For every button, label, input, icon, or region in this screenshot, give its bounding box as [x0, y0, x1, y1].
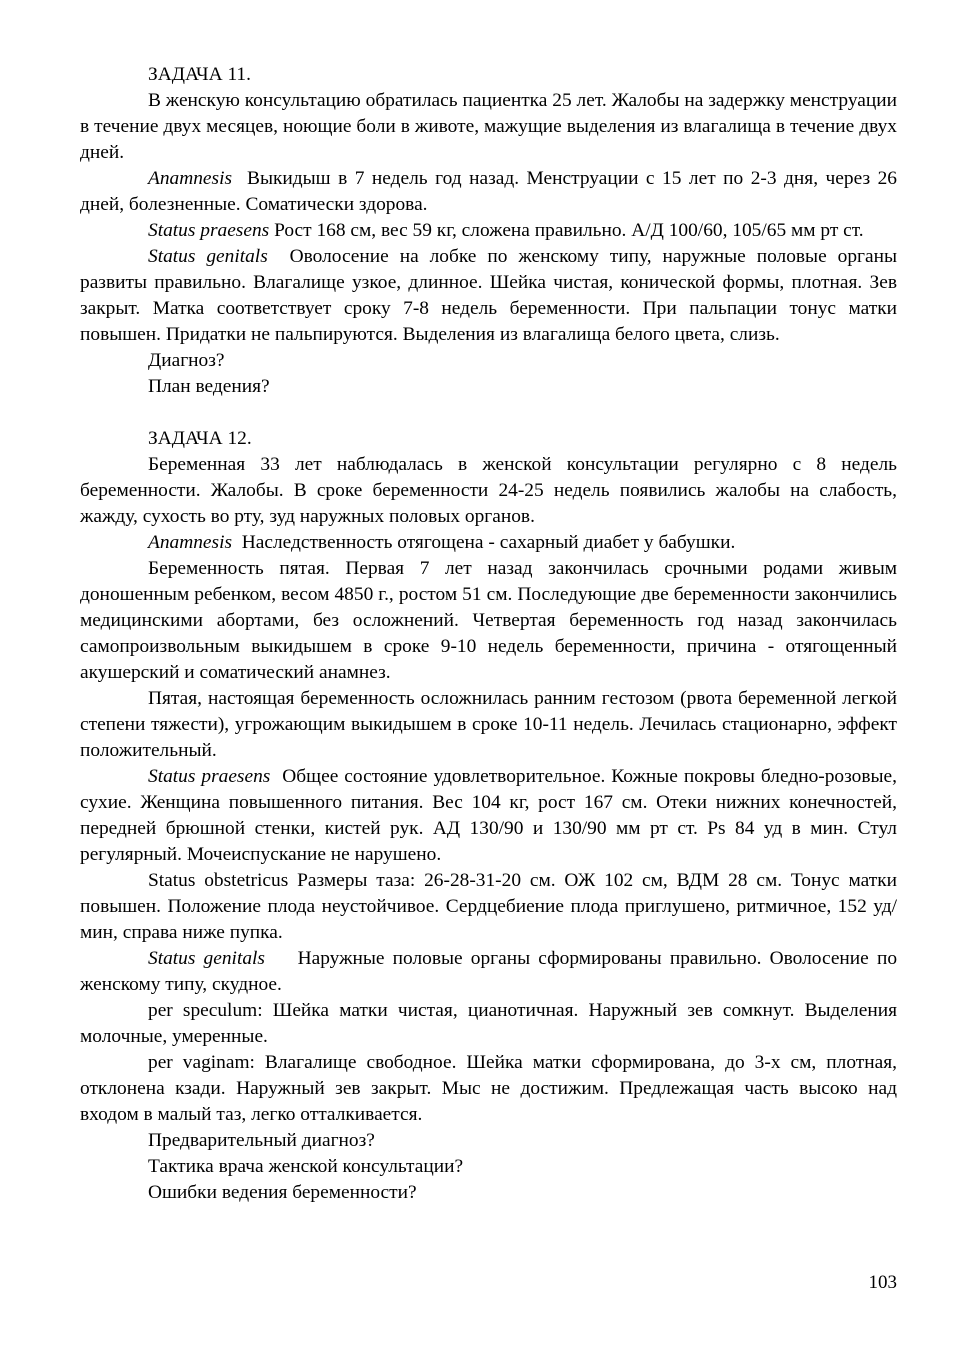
praesens-label: Status praesens [148, 766, 271, 787]
task-11-status-genitals [80, 244, 897, 348]
task-12-question-diagnosis: Предварительный диагноз? [148, 1130, 375, 1151]
task-12-status-praesens [80, 764, 897, 868]
task-12-question-tactics: Тактика врача женской консультации? [148, 1156, 464, 1177]
task-12-current-pregnancy: Пятая, настоящая беременность осложнилась ранним гестозом (рвота беременной легкой степени тяжести), угрожающим выкидышем в сроке 10-11 недель. Лечилась стационарно, эффект положительный. [80, 688, 897, 761]
task-11-complaint: В женскую консультацию обратилась пациентка 25 лет. Жалобы на задержку менструации в течение двух месяцев, ноющие боли в животе, мажущие выделения из влагалища в течение двух дней. [80, 90, 897, 163]
task-12-status-genitals [80, 946, 897, 998]
praesens-text: Общее состояние удовлетворительное. Кожные покровы бледно-розовые, сухие. Женщина повышенного питания. Вес 104 кг, рост 167 см. Отеки нижних конечностей, передней брюшной стенки, кистей рук. АД 130/90 и 130/90 мм рт ст. Ps 84 уд в мин. Стул регулярный. Мочеиспускание не нарушено. [80, 766, 897, 865]
anamnesis-label: Anamnesis [148, 532, 233, 553]
praesens-label: Status praesens [148, 220, 270, 241]
task-12-per-vaginam: per vaginam: Влагалище свободное. Шейка матки сформирована, до 3-х см, плотная, отклонена кзади. Наружный зев закрыт. Мыс не достижим. Предлежащая часть высоко над входом в малый таз, легко отталкивается. [80, 1052, 897, 1125]
anamnesis-text: Наследственность отягощена - сахарный диабет у бабушки. [241, 532, 736, 553]
task-12-title: ЗАДАЧА 12. [148, 428, 252, 449]
task-11-anamnesis [80, 166, 897, 218]
task-12-status-obstetricus: Status obstetricus Размеры таза: 26-28-31-20 см. ОЖ 102 см, ВДМ 28 см. Тонус матки повышен. Положение плода неустойчивое. Сердцебиение плода приглушено, ритмичное, 152 уд/мин, справа ниже пупка. [80, 870, 897, 943]
task-12-pregnancy-history: Беременность пятая. Первая 7 лет назад закончилась срочными родами живым доношенным ребенком, весом 4850 г., ростом 51 см. Последующие две беременности закончились медицинскими абортами, без осложнений. Четвертая беременность год назад закончилась самопроизвольным выкидышем в сроке 9-10 недель беременности, причина - отягощенный акушерский и соматический анамнез. [80, 558, 897, 683]
section-spacer [80, 400, 897, 426]
anamnesis-label: Anamnesis [148, 168, 233, 189]
task-11-status-praesens [80, 218, 897, 244]
genitals-label: Status genitals [148, 246, 268, 267]
genitals-text: Наружные половые органы сформированы правильно. Оволосение по женскому типу, скудное. [80, 948, 898, 995]
task-12-anamnesis [80, 530, 897, 556]
task-11-title: ЗАДАЧА 11. [148, 64, 251, 85]
task-11-question-diagnosis: Диагноз? [148, 350, 225, 371]
praesens-text: Рост 168 см, вес 59 кг, сложена правильно. А/Д 100/60, 105/65 мм рт ст. [274, 220, 864, 241]
task-12-per-speculum: per speculum: Шейка матки чистая, цианотичная. Наружный зев сомкнут. Выделения молочные, умеренные. [80, 1000, 897, 1047]
task-11-question-plan: План ведения? [148, 376, 270, 397]
page-number: 103 [868, 1272, 897, 1293]
genitals-label: Status genitals [148, 948, 265, 969]
genitals-text: Оволосение на лобке по женскому типу, наружные половые органы развиты правильно. Влагалище узкое, длинное. Шейка чистая, конической формы, плотная. Зев закрыт. Матка соответствует сроку 7-8 недель беременности. При пальпации тонус матки повышен. Придатки не пальпируются. Выделения из влагалища белого цвета, слизь. [80, 246, 897, 345]
anamnesis-text: Выкидыш в 7 недель год назад. Менструации с 15 лет по 2-3 дня, через 26 дней, болезненные. Соматически здорова. [80, 168, 897, 215]
task-12-complaint: Беременная 33 лет наблюдалась в женской консультации регулярно с 8 недель беременности. Жалобы. В сроке беременности 24-25 недель появились жалобы на слабость, жажду, сухость во рту, зуд наружных половых органов. [80, 454, 897, 527]
task-12-question-errors: Ошибки ведения беременности? [148, 1182, 417, 1203]
document-page [80, 62, 897, 1206]
